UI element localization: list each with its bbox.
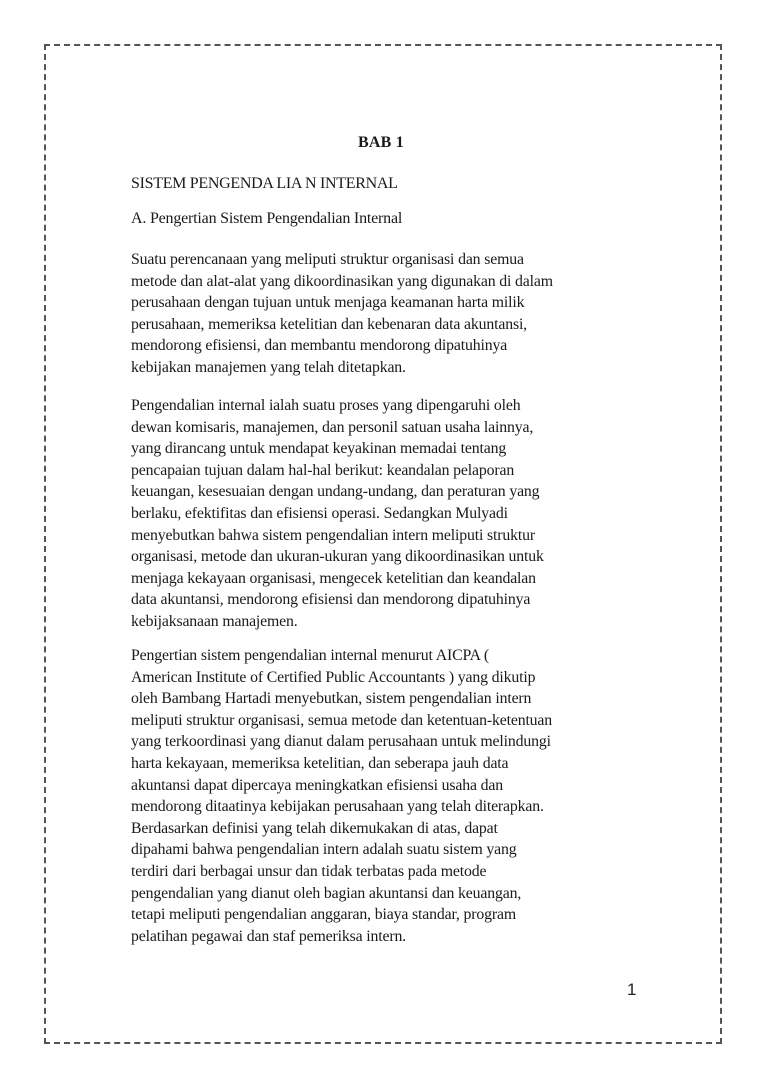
text-line: harta kekayaan, memeriksa ketelitian, dan seberapa jauh data [131, 754, 509, 772]
text-line: meliputi struktur organisasi, semua metode dan ketentuan-ketentuan [131, 711, 553, 729]
text-line: Pengendalian internal ialah suatu proses yang dipengaruhi oleh [131, 397, 521, 414]
text-line: Pengertian sistem pengendalian internal menurut AICPA ( [131, 647, 489, 664]
paragraph-internal-control [131, 395, 661, 633]
text-line: tetapi meliputi pengendalian anggaran, biaya standar, program [131, 906, 516, 924]
text-line: pengendalian yang dianut oleh bagian akuntansi dan keuangan, [131, 884, 522, 902]
paragraph-aicpa [131, 645, 661, 947]
paragraph-definition [131, 249, 661, 379]
text-line: data akuntansi, mendorong efisiensi dan mendorong dipatuhinya [131, 591, 531, 609]
subsection-title: A. Pengertian Sistem Pengendalian Internal [131, 210, 403, 227]
text-line: akuntansi dapat dipercaya meningkatkan efisiensi usaha dan [131, 776, 504, 794]
text-line: keuangan, kesesuaian dengan undang-undang, dan peraturan yang [131, 483, 540, 501]
text-line: yang terkoordinasi yang dianut dalam perusahaan untuk melindungi [131, 733, 551, 751]
page-number: 1 [627, 980, 637, 999]
text-line: perusahaan, memeriksa ketelitian dan kebenaran data akuntansi, [131, 315, 527, 333]
section-title: SISTEM PENGENDA LIA N INTERNAL [131, 175, 398, 192]
text-line: pencapaian tujuan dalam hal-hal berikut: keandalan pelaporan [131, 461, 515, 479]
text-line: organisasi, metode dan ukuran-ukuran yang dikoordinasikan untuk [131, 548, 544, 566]
text-line: yang dirancang untuk mendapat keyakinan memadai tentang [131, 440, 507, 458]
text-line: kebijakan manajemen yang telah ditetapkan. [131, 358, 406, 376]
text-line: perusahaan dengan tujuan untuk menjaga keamanan harta milik [131, 294, 525, 312]
text-line: oleh Bambang Hartadi menyebutkan, sistem pengendalian intern [131, 690, 532, 708]
text-line: pelatihan pegawai dan staf pemeriksa intern. [131, 927, 406, 945]
text-line: menjaga kekayaan organisasi, mengecek ketelitian dan keandalan [131, 569, 536, 587]
text-line: berlaku, efektifitas dan efisiensi operasi. Sedangkan Mulyadi [131, 504, 508, 522]
chapter-title: BAB 1 [358, 134, 404, 151]
text-line: Berdasarkan definisi yang telah dikemukakan di atas, dapat [131, 819, 498, 837]
text-line: dipahami bahwa pengendalian intern adalah suatu sistem yang [131, 841, 517, 859]
text-line: metode dan alat-alat yang dikoordinasikan yang digunakan di dalam [131, 272, 553, 290]
text-line: kebijaksanaan manajemen. [131, 612, 298, 630]
text-line: terdiri dari berbagai unsur dan tidak terbatas pada metode [131, 862, 487, 880]
text-line: mendorong ditaatinya kebijakan perusahaan yang telah diterapkan. [131, 798, 544, 816]
text-line: dewan komisaris, manajemen, dan personil satuan usaha lainnya, [131, 418, 534, 436]
text-line: Suatu perencanaan yang meliputi struktur organisasi dan semua [131, 251, 524, 268]
text-line: mendorong efisiensi, dan membantu mendorong dipatuhinya [131, 337, 508, 355]
text-line: American Institute of Certified Public Accountants ) yang dikutip [131, 668, 536, 686]
text-line: menyebutkan bahwa sistem pengendalian intern meliputi struktur [131, 526, 535, 544]
